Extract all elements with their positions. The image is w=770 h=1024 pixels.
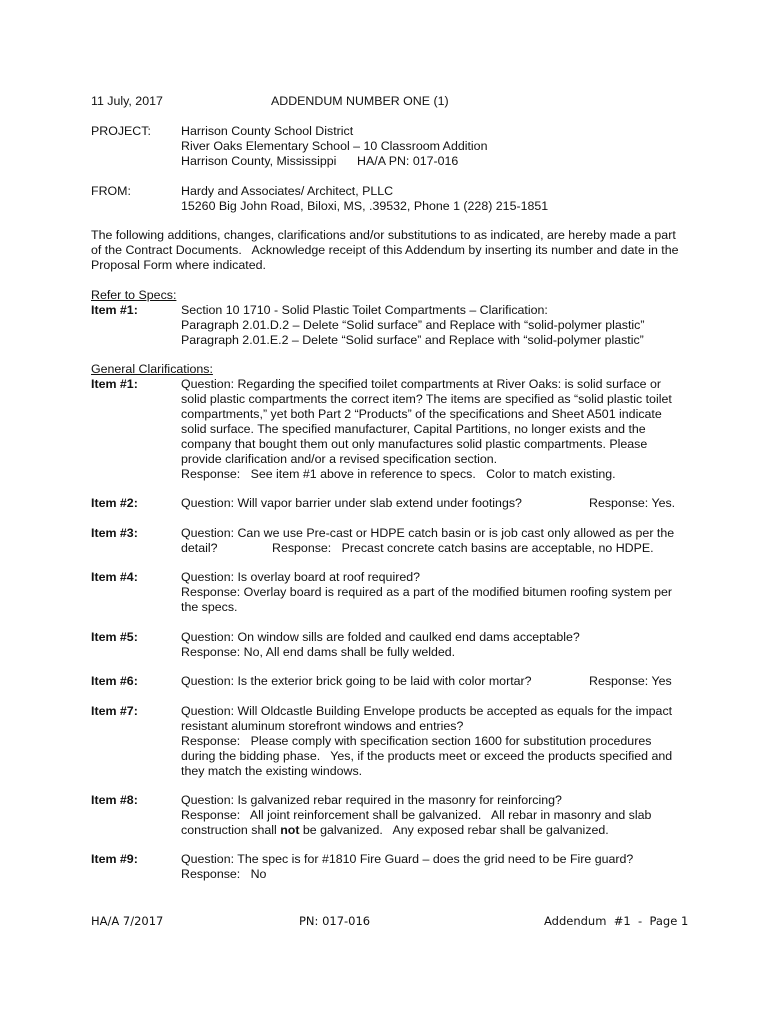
item-8-line [181,823,651,838]
item-1-line: Question: Regarding the specified toilet compartments at River Oaks: is solid surface or [181,377,662,391]
item-6-response: Response: Yes [589,674,672,688]
item-4-line: the specs. [181,600,238,614]
item-5-label: Item #5: [91,630,138,644]
from-line: Hardy and Associates/ Architect, PLLC [181,184,394,198]
project-line: River Oaks Elementary School – 10 Classroom Addition [181,139,488,153]
item-7-line: resistant aluminum storefront windows and entries? [181,719,464,733]
item-1-line: compartments,” yet both Part 2 “Products” of the specifications and Sheet A501 indicate [181,407,662,421]
item-5-line: Question: On window sills are folded and caulked end dams acceptable? [181,630,580,644]
item-1-line: company that bought them out only manufactures solid plastic compartments. Please [181,437,648,451]
item-6-label: Item #6: [91,674,138,688]
item-8-label: Item #8: [91,793,138,807]
from-label: FROM: [91,184,131,198]
footer-page-number: Addendum #1 - Page 1 [544,914,689,928]
item-3-label: Item #3: [91,526,138,540]
from-line: 15260 Big John Road, Biloxi, MS, .39532, Phone 1 (228) 215-1851 [181,199,549,213]
item-9-body [181,852,633,882]
item-7-line: Response: Please comply with specification section 1600 for substitution procedures [181,734,652,748]
item-1-line: provide clarification and/or a revised specification section. [181,452,498,466]
item-7-body [181,704,672,779]
project-line: Harrison County School District [181,124,354,138]
item-4-line: Question: Is overlay board at roof required? [181,570,420,584]
item-1-response: Response: See item #1 above in reference to specs. Color to match existing. [181,467,616,481]
addendum-title: ADDENDUM NUMBER ONE (1) [271,94,449,108]
addendum-date: 11 July, 2017 [91,94,163,108]
from-details [181,184,548,214]
item-9-line: Question: The spec is for #1810 Fire Guard – does the grid need to be Fire guard? [181,852,634,866]
item-6-question: Question: Is the exterior brick going to be laid with color mortar? [181,674,532,688]
intro-line: The following additions, changes, clarifications and/or substitutions to as indicated, are hereby made a part [91,228,676,242]
item-8-text: construction shall [181,823,281,837]
project-details [181,124,487,169]
item-1-line: solid surface. The specified manufacturer, Capital Partitions, no longer exists and the [181,422,646,436]
item-8-line: Question: Is galvanized rebar required in the masonry for reinforcing? [181,793,562,807]
project-label: PROJECT: [91,124,151,138]
specs-line: Paragraph 2.01.E.2 – Delete “Solid surface” and Replace with “solid-polymer plastic” [181,333,644,347]
specs-line: Paragraph 2.01.D.2 – Delete “Solid surface” and Replace with “solid-polymer plastic” [181,318,645,332]
item-2-response: Response: Yes. [589,496,676,510]
item-8-body [181,793,651,838]
item-3-question: Question: Can we use Pre-cast or HDPE catch basin or is job cast only allowed as per the [181,526,675,540]
specs-item-label: Item #1: [91,303,138,317]
specs-line: Section 10 1710 - Solid Plastic Toilet Compartments – Clarification: [181,303,548,317]
item-7-line: during the bidding phase. Yes, if the products meet or exceed the products specified and [181,749,673,763]
intro-line: of the Contract Documents. Acknowledge receipt of this Addendum by inserting its number and date in the [91,243,679,257]
specs-item-1 [181,303,645,348]
item-2-label: Item #2: [91,496,138,510]
item-8-line: Response: All joint reinforcement shall be galvanized. All rebar in masonry and slab [181,808,652,822]
item-7-line: Question: Will Oldcastle Building Envelope products be accepted as equals for the impact [181,704,673,718]
item-7-label: Item #7: [91,704,138,718]
item-5-body [181,630,580,660]
item-4-body [181,570,672,615]
item-9-label: Item #9: [91,852,138,866]
item-1-body [181,377,672,482]
item-4-line: Response: Overlay board is required as a part of the modified bitumen roofing system per [181,585,673,599]
item-8-emphasis: not [280,823,300,837]
item-3-response: Response: Precast concrete catch basins are acceptable, no HDPE. [272,541,654,555]
project-line: Harrison County, Mississippi HA/A PN: 017-016 [181,154,459,168]
item-4-label: Item #4: [91,570,138,584]
item-1-line: solid plastic compartments the correct item? The items are specified as “solid plastic toilet [181,392,672,406]
item-1-label: Item #1: [91,377,138,391]
intro-paragraph [91,228,691,273]
item-3-question-cont: detail? [181,541,218,555]
item-7-line: they match the existing windows. [181,764,363,778]
item-8-text: be galvanized. Any exposed rebar shall be galvanized. [299,823,609,837]
item-2-question: Question: Will vapor barrier under slab extend under footings? [181,496,522,510]
general-heading: General Clarifications: [91,362,213,376]
footer-left: HA/A 7/2017 [91,914,164,928]
footer-center: PN: 017-016 [299,914,371,928]
item-9-line: Response: No [181,867,267,881]
item-5-line: Response: No, All end dams shall be fully welded. [181,645,456,659]
intro-line: Proposal Form where indicated. [91,258,266,272]
specs-heading: Refer to Specs: [91,288,177,302]
